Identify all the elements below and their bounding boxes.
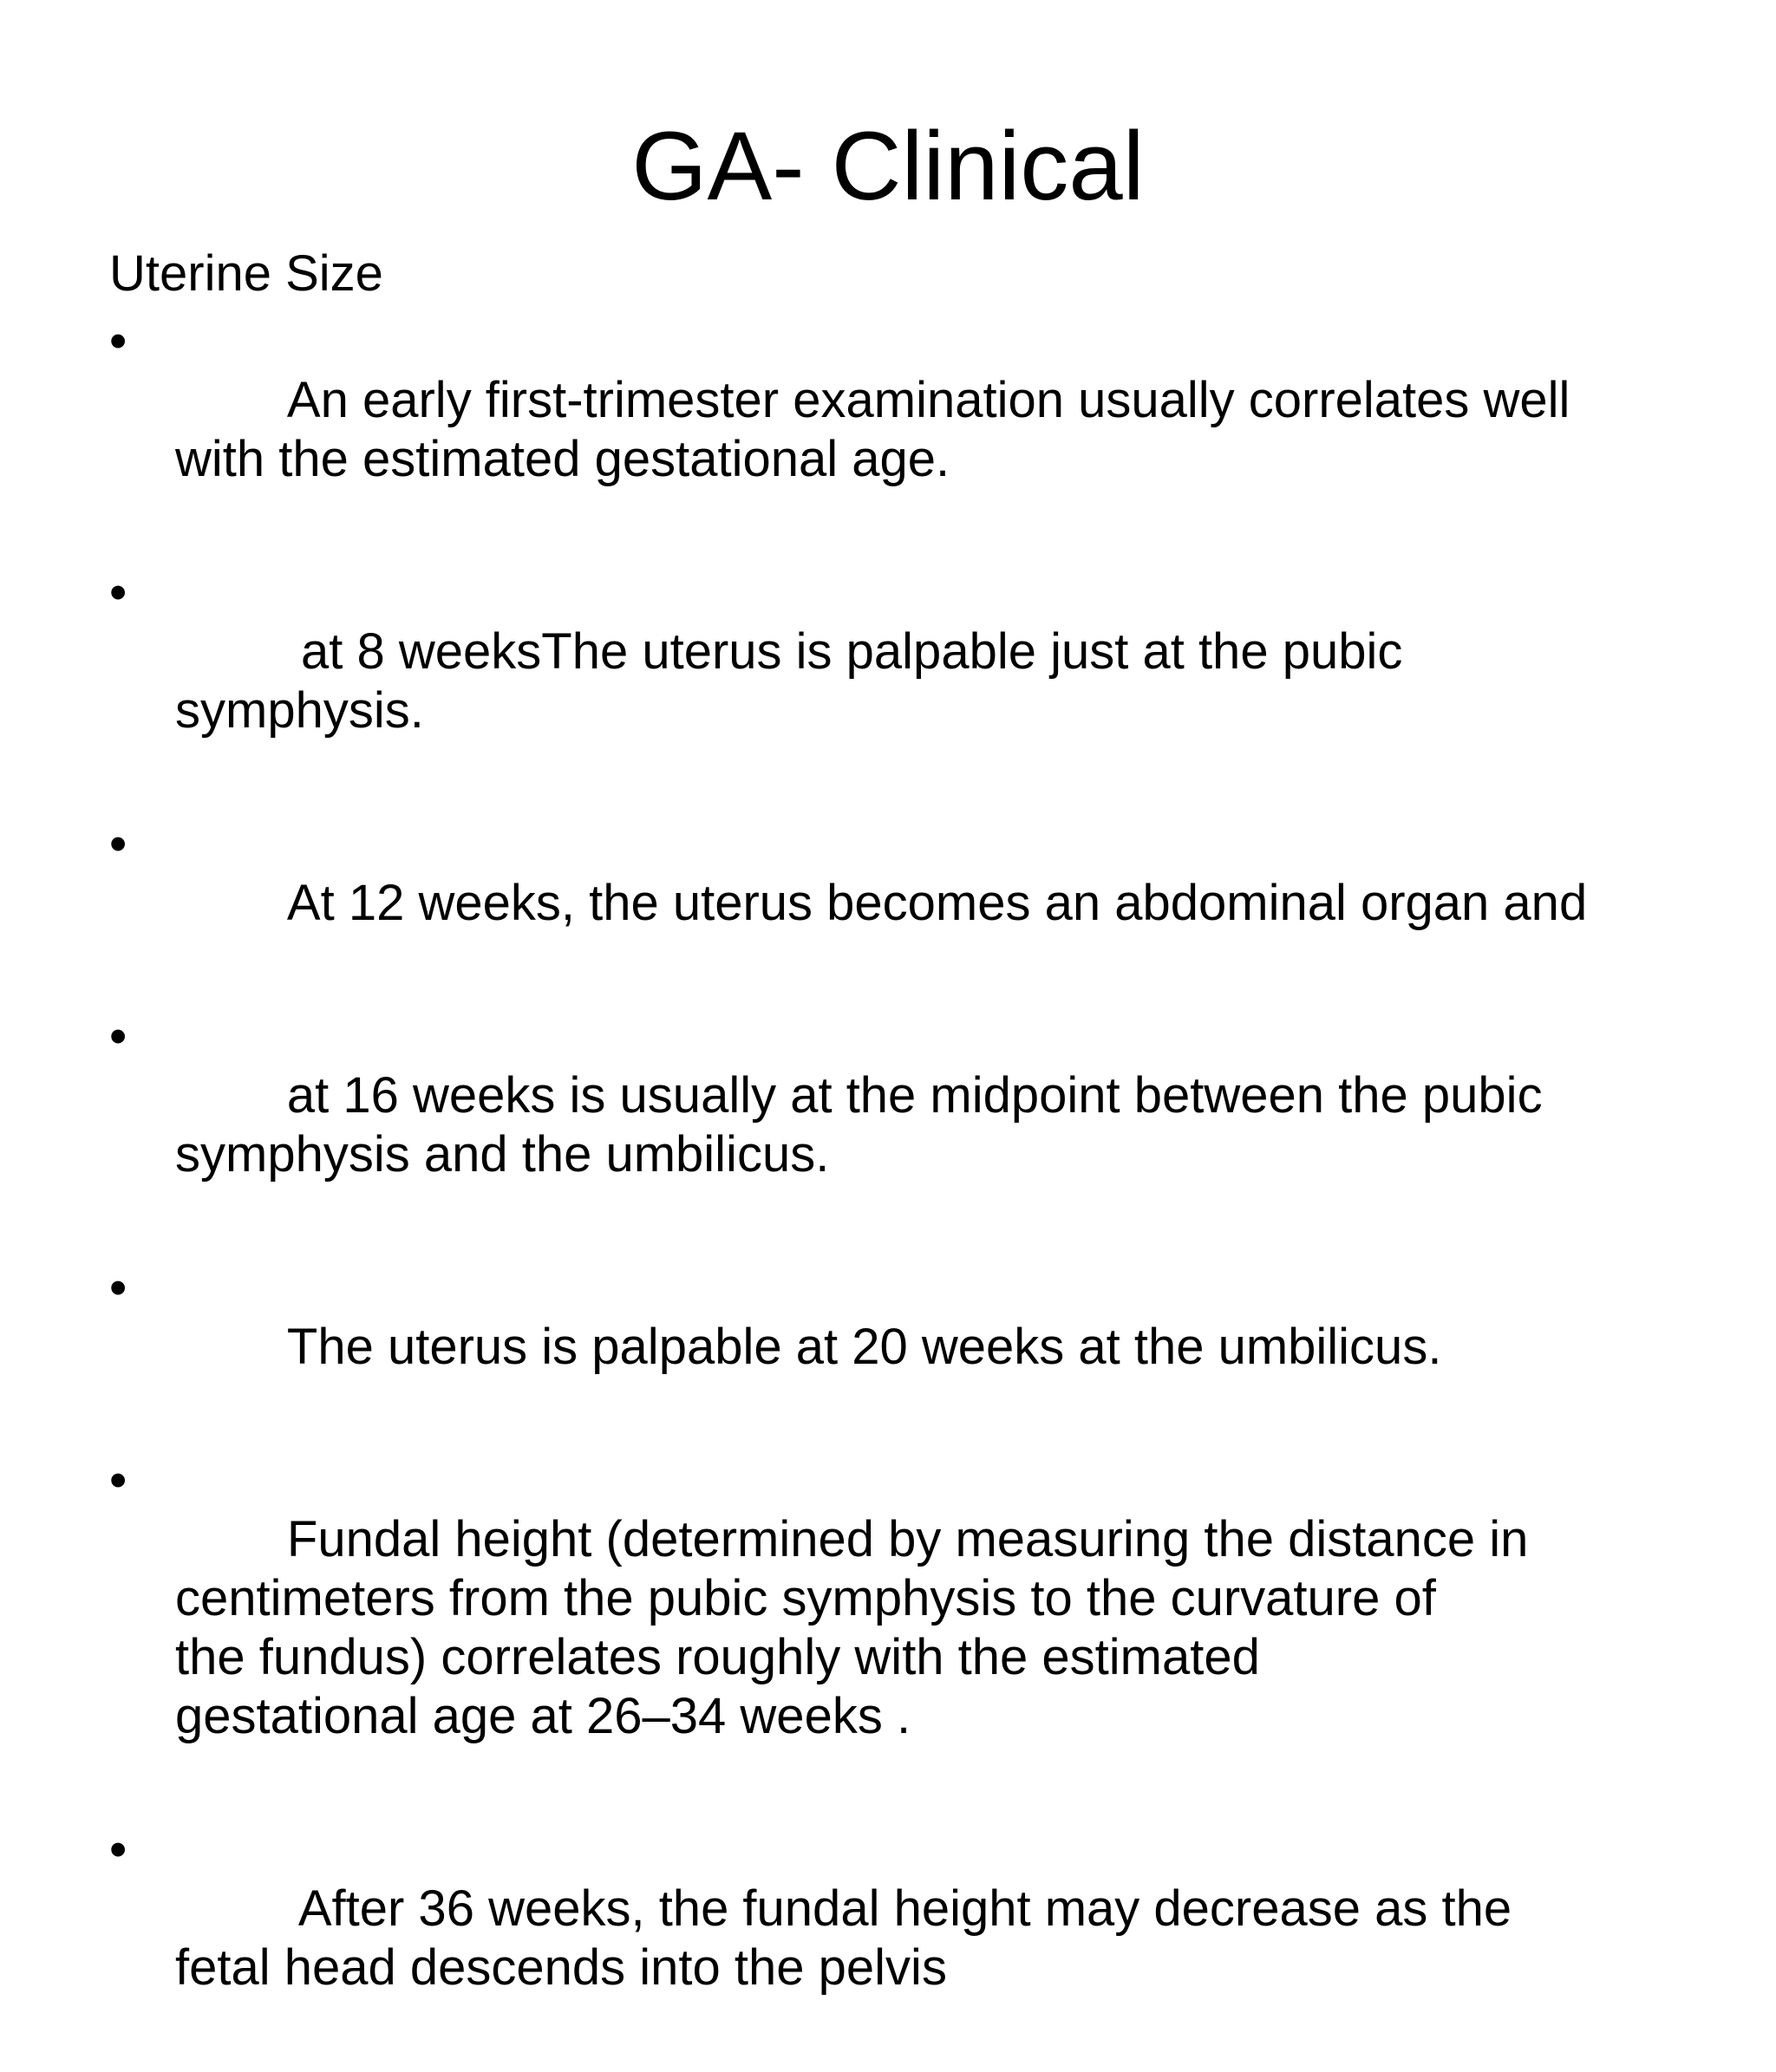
bullet-item [109,564,1705,799]
bullet-text: at 8 weeksThe uterus is palpable just at the pubic symphysis. [175,623,1403,739]
bullet-item [109,1259,1705,1436]
bullet-item [109,1007,1705,1243]
bullet-text: At 12 weeks, the uterus becomes an abdominal organ and [286,875,1588,931]
bullet-icon: • [109,1260,127,1316]
bullet-item [109,815,1705,992]
bullet-icon: • [109,816,127,872]
slide-content [109,244,1705,2072]
bullet-text: The uterus is palpable at 20 weeks at the umbilicus. [286,1319,1442,1375]
bullet-text: After 36 weeks, the fundal height may decrease as the fetal head descends into the pelvis [175,1880,1512,1996]
bullet-item [109,312,1705,548]
bullet-icon: • [109,1821,127,1878]
bullet-icon: • [109,1008,127,1065]
bullet-text: at 16 weeks is usually at the midpoint between the pubic symphysis and the umbilicus. [175,1067,1543,1183]
slide-title: GA- Clinical [631,112,1145,220]
bullet-text: An early first-trimester examination usually correlates well with the estimated gestational age. [175,372,1570,487]
bullet-icon: • [109,313,127,369]
bullet-list [109,312,1705,2056]
bullet-text: Fundal height (determined by measuring the distance in centimeters from the pubic symphysis to the curvature of the fundus) correlates roughly with the estimated gestational age at 26–34 weeks . [175,1511,1529,1744]
bullet-icon: • [109,1452,127,1508]
subheading: Uterine Size [109,245,383,302]
bullet-item [109,1821,1705,2056]
bullet-item [109,1451,1705,1805]
bullet-icon: • [109,564,127,621]
